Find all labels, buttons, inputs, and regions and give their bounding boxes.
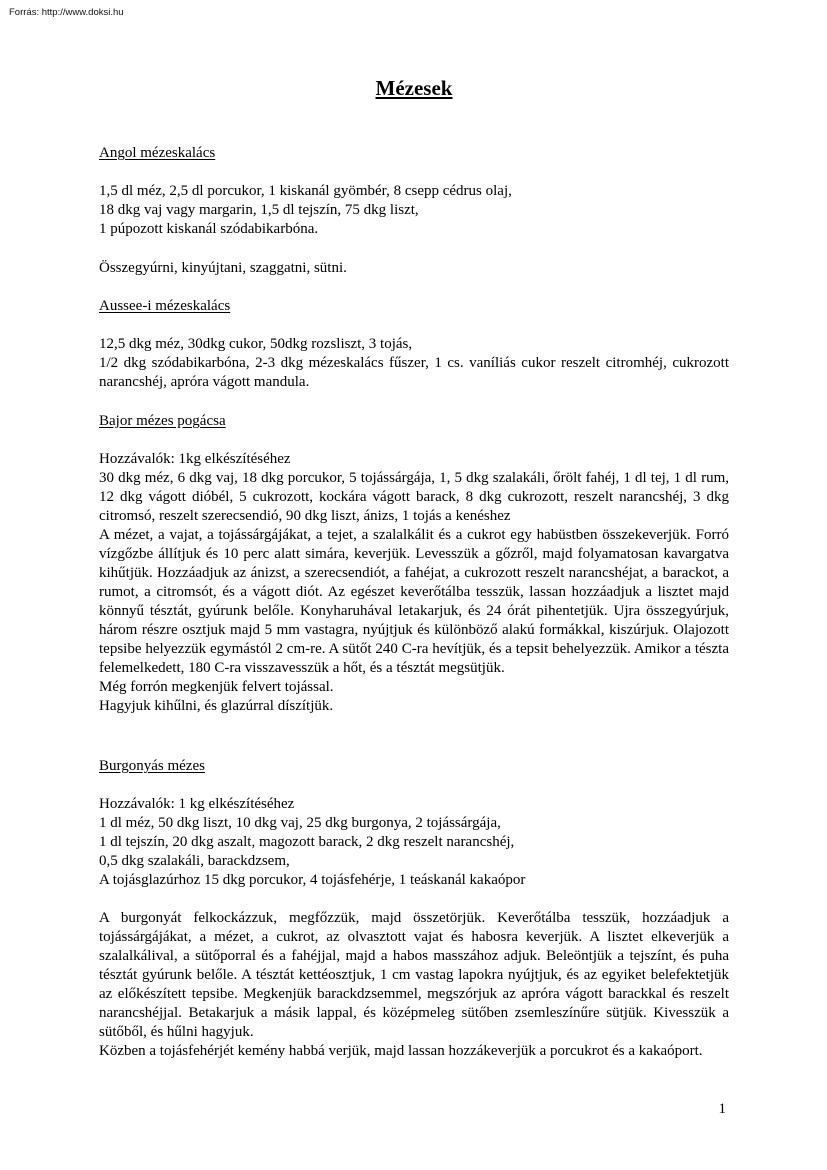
- recipe-ingredients-burgonyas: [99, 795, 729, 890]
- recipe-method-burgonyas: [99, 909, 729, 1061]
- page-number: 1: [718, 1101, 726, 1117]
- ingredient-line: 0,5 dkg szalakáli, barackdzsem,: [99, 853, 290, 869]
- recipe-heading-aussee: Aussee-i mézeskalács: [99, 298, 231, 314]
- method-extra-line: Hagyjuk kihűlni, és glazúrral díszítjük.: [99, 698, 334, 714]
- ingredient-paragraph: 1/2 dkg szódabikarbóna, 2-3 dkg mézeskalács fűszer, 1 cs. vaníliás cukor reszelt citromhéj, cukrozott narancshéj, apróra vágott mandula.: [99, 355, 729, 390]
- ingredient-line: 18 dkg vaj vagy margarin, 1,5 dl tejszín, 75 dkg liszt,: [99, 202, 419, 218]
- recipe-ingredients-aussee: [99, 335, 729, 392]
- ingredient-line: 1 púpozott kiskanál szódabikarbóna.: [99, 221, 319, 237]
- method-paragraph: Közben a tojásfehérjét kemény habbá verjük, majd lassan hozzákeverjük a porcukrot és a kakaóport.: [99, 1043, 703, 1059]
- recipe-yield: Hozzávalók: 1kg elkészítéséhez: [99, 451, 291, 467]
- ingredient-paragraph: 30 dkg méz, 6 dkg vaj, 18 dkg porcukor, 5 tojássárgája, 1, 5 dkg szalakáli, őrölt fahéj, 1 dl tej, 1 dl rum, 12 dkg vágott dióbél, 5 cukrozott, kockára vágott barack, 8 dkg cukrozott, reszelt narancshéj, 3 dkg citromsó, reszelt szerecsendió, 90 dkg liszt, ánizs, 1 tojás a kenéshez: [99, 470, 729, 524]
- method-paragraph: A mézet, a vajat, a tojássárgájákat, a tejet, a szalalkálit és a cukrot egy habüstben összekeverjük. Forró vízgőzbe állítjuk és 10 perc alatt simára, keverjük. Levesszük a gőzről, majd folyamatosan kavargatva kihűtjük. Hozzáadjuk az ánizst, a szerecsendiót, a fahéjat, a cukrozott reszelt narancshéjat, a barackot, a rumot, a citromsót, és a vágott diót. Az egészet keverőtálba tesszük, lassan hozzáadjuk a lisztet majd könnyű tésztát, gyúrunk belőle. Konyharuhával letakarjuk, és 24 órát pihentetjük. Ujra összegyúrjuk, három részre osztjuk majd 5 mm vastagra, nyújtjuk és különböző alakú formákkal, kiszúrjuk. Olajozott tepsibe helyezzük egymástól 2 cm-re. A sütőt 240 C-ra hevítjük, és a tepsit behelyezzük. Amikor a tészta felemelkedett, 180 C-ra visszavesszük a hőt, és a tésztát megsütjük.: [99, 527, 729, 676]
- method-paragraph: A burgonyát felkockázzuk, megfőzzük, majd összetörjük. Keverőtálba tesszük, hozzáadjuk a tojássárgájákat, a mézet, a cukrot, az olvasztott vajat és habosra keverjük. A lisztet elkeverjük a szalalkálival, a sütőporral és a fahéjjal, majd a habos masszához adjuk. Beleöntjük a tejszínt, és puha tésztát gyúrunk belőle. A tésztát kettéosztjuk, 1 cm vastag lapokra nyújtjuk, és az egyiket belefektetjük az előkészített tepsibe. Megkenjük barackdzsemmel, megszórjuk az apróra vágott barackkal és reszelt narancshéjjal. Betakarjuk a másik lappal, és középmeleg sütőben zsemleszínűre sütjük. Kivesszük a sütőből, és hűlni hagyjuk.: [99, 910, 729, 1040]
- ingredient-line: 1,5 dl méz, 2,5 dl porcukor, 1 kiskanál gyömbér, 8 csepp cédrus olaj,: [99, 183, 512, 199]
- recipe-heading-burgonyas: Burgonyás mézes: [99, 758, 205, 774]
- recipe-heading-angol: Angol mézeskalács: [99, 145, 216, 161]
- page-title: Mézesek: [375, 76, 453, 100]
- recipe-ingredients-angol: [99, 182, 729, 239]
- ingredient-line: 1 dl méz, 50 dkg liszt, 10 dkg vaj, 25 dkg burgonya, 2 tojássárgája,: [99, 815, 501, 831]
- recipe-heading-bajor: Bajor mézes pogácsa: [99, 413, 226, 429]
- ingredient-line: 1 dl tejszín, 20 dkg aszalt, magozott barack, 2 dkg reszelt narancshéj,: [99, 834, 515, 850]
- recipe-method-angol: Összegyúrni, kinyújtani, szaggatni, sütni.: [99, 260, 347, 276]
- ingredient-line: 12,5 dkg méz, 30dkg cukor, 50dkg rozsliszt, 3 tojás,: [99, 336, 413, 352]
- ingredient-line: A tojásglazúrhoz 15 dkg porcukor, 4 tojásfehérje, 1 teáskanál kakaópor: [99, 872, 526, 888]
- recipe-yield: Hozzávalók: 1 kg elkészítéséhez: [99, 796, 295, 812]
- source-label: Forrás: http://www.doksi.hu: [9, 7, 124, 18]
- method-extra-line: Még forrón megkenjük felvert tojással.: [99, 679, 334, 695]
- recipe-body-bajor: [99, 450, 729, 716]
